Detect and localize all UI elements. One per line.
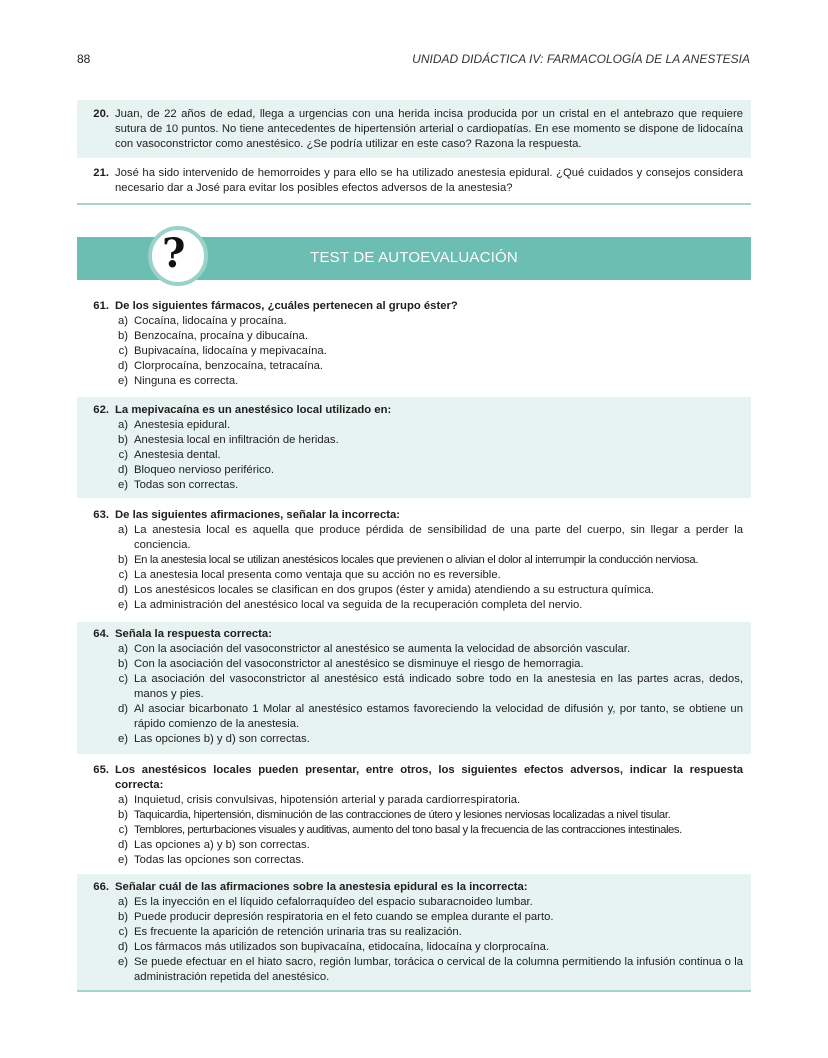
option	[77, 940, 751, 955]
option-letter: c)	[118, 926, 128, 938]
option-text: Todas las opciones son correctas.	[134, 854, 305, 866]
question-mark-icon: ?	[162, 230, 186, 277]
test-question-65	[77, 763, 751, 869]
option-text: Clorprocaína, benzocaína, tetracaína.	[134, 360, 324, 372]
option	[77, 344, 751, 359]
option-letter: e)	[117, 479, 128, 491]
section-divider	[77, 203, 751, 205]
option-text: Los fármacos más utilizados son bupivacaína, etidocaína, lidocaína y clorprocaína.	[134, 941, 550, 953]
option	[77, 463, 751, 478]
option-text: Las opciones b) y d) son correctas.	[134, 733, 310, 745]
option	[77, 478, 751, 493]
option-letter: b)	[117, 809, 128, 821]
option	[77, 702, 751, 732]
option-text: Puede producir depresión respiratoria en el feto cuando se emplea durante el parto.	[134, 911, 554, 923]
option-text: Se puede efectuar en el hiato sacro, región lumbar, torácica o cervical de la columna permitiendo la infusión continua o la administración repetida del anestésico.	[134, 956, 743, 983]
option-letter: a)	[117, 419, 128, 431]
question-mark-badge	[148, 226, 208, 286]
option-text: La administración del anestésico local va seguida de la recuperación completa del nervio.	[134, 599, 583, 611]
option	[77, 657, 751, 672]
option	[77, 359, 751, 374]
option	[77, 448, 751, 463]
option-letter: d)	[117, 839, 128, 851]
option-text: Es frecuente la aparición de retención urinaria tras su realización.	[134, 926, 462, 938]
bottom-divider	[77, 990, 751, 992]
option	[77, 314, 751, 329]
option-text: Bupivacaína, lidocaína y mepivacaína.	[134, 345, 327, 357]
option-letter: d)	[117, 703, 128, 715]
option-letter: c)	[118, 449, 128, 461]
test-question-63	[77, 508, 751, 616]
option	[77, 523, 751, 553]
option-text: Temblores, perturbaciones visuales y auditivas, aumento del tono basal y la frecuencia de las contracciones intestinales.	[134, 824, 682, 836]
option	[77, 955, 751, 985]
option-letter: a)	[117, 524, 128, 536]
case-question-21	[77, 164, 751, 204]
option-text: Las opciones a) y b) son correctas.	[134, 839, 310, 851]
question-text: José ha sido intervenido de hemorroides y para ello se ha utilizado anestesia epidural. ¿Qué cuidados y consejos considera necesario dar a José para evitar los posibles efectos adversos de la anestesia?	[115, 167, 743, 194]
test-title: TEST DE AUTOEVALUACIÓN	[310, 249, 518, 266]
option-text: Bloqueo nervioso periférico.	[134, 464, 275, 476]
question-title: Señala la respuesta correcta:	[115, 628, 272, 640]
option	[77, 808, 751, 823]
question-text: Juan, de 22 años de edad, llega a urgencias con una herida incisa producida por un cristal en el antebrazo que requiere sutura de 10 puntos. No tiene antecedentes de hipertensión arterial o cardiopatías. En ese momento se dispone de lidocaína con vasoconstrictor como anestésico. ¿Se podría utilizar en este caso? Razona la respuesta.	[115, 108, 743, 150]
option-text: La asociación del vasoconstrictor al anestésico está indicado sobre todo en la anestesia en las partes acras, dedos, manos y pies.	[134, 673, 743, 700]
option	[77, 598, 751, 613]
option-letter: d)	[117, 941, 128, 953]
test-question-64	[77, 622, 751, 754]
option-letter: c)	[118, 673, 128, 685]
option-list	[77, 523, 751, 613]
test-question-66	[77, 874, 751, 990]
option-letter: b)	[117, 911, 128, 923]
option	[77, 793, 751, 808]
option-letter: a)	[117, 896, 128, 908]
option	[77, 672, 751, 702]
option	[77, 553, 751, 568]
option-text: Al asociar bicarbonato 1 Molar al anestésico estamos favoreciendo la velocidad de difusión y, por tanto, se obtiene un rápido comienzo de la anestesia.	[134, 703, 743, 730]
option-text: La anestesia local es aquella que produce pérdida de sensibilidad de una parte del cuerpo, sin llegar a perder la conciencia.	[134, 524, 743, 551]
option-text: La anestesia local presenta como ventaja que su acción no es reversible.	[134, 569, 501, 581]
case-question-20	[77, 100, 751, 158]
option-letter: e)	[117, 375, 128, 387]
option	[77, 583, 751, 598]
option-text: Cocaína, lidocaína y procaína.	[134, 315, 287, 327]
option-letter: b)	[117, 554, 128, 566]
option-letter: c)	[118, 824, 128, 836]
option	[77, 925, 751, 940]
page-number: 88	[77, 52, 91, 66]
question-title: La mepivacaína es un anestésico local utilizado en:	[115, 404, 392, 416]
option-text: En la anestesia local se utilizan anestésicos locales que previenen o alivian el dolor al interrumpir la conducción nerviosa.	[134, 554, 699, 566]
question-title: Señalar cuál de las afirmaciones sobre la anestesia epidural es la incorrecta:	[115, 881, 528, 893]
option-list	[77, 642, 751, 747]
option-list	[77, 895, 751, 985]
option-letter: d)	[117, 464, 128, 476]
question-number: 64.	[93, 628, 109, 640]
option-letter: a)	[117, 794, 128, 806]
question-number: 20.	[93, 108, 109, 120]
option	[77, 568, 751, 583]
option-text: Inquietud, crisis convulsivas, hipotensión arterial y parada cardiorrespiratoria.	[134, 794, 521, 806]
option-list	[77, 793, 751, 868]
option-letter: c)	[118, 345, 128, 357]
option	[77, 642, 751, 657]
option	[77, 823, 751, 838]
option-letter: d)	[117, 584, 128, 596]
option	[77, 732, 751, 747]
option-letter: b)	[117, 658, 128, 670]
option-letter: d)	[117, 360, 128, 372]
option-letter: e)	[117, 956, 128, 968]
option-text: Los anestésicos locales se clasifican en dos grupos (éster y amida) atendiendo a su estructura química.	[134, 584, 654, 596]
question-number: 21.	[93, 167, 109, 179]
test-question-61	[77, 299, 751, 391]
option-text: Todas son correctas.	[134, 479, 239, 491]
option-text: Anestesia epidural.	[134, 419, 231, 431]
option	[77, 433, 751, 448]
option-list	[77, 418, 751, 493]
option-letter: e)	[117, 733, 128, 745]
option-text: Anestesia dental.	[134, 449, 221, 461]
question-title: De los siguientes fármacos, ¿cuáles pertenecen al grupo éster?	[115, 300, 458, 312]
option-letter: e)	[117, 854, 128, 866]
option	[77, 418, 751, 433]
option	[77, 853, 751, 868]
question-number: 62.	[93, 404, 109, 416]
question-title: Los anestésicos locales pueden presentar, entre otros, los siguientes efectos adversos, indicar la respuesta correcta:	[115, 764, 743, 791]
option-letter: e)	[117, 599, 128, 611]
question-number: 63.	[93, 509, 109, 521]
option-letter: c)	[118, 569, 128, 581]
option-list	[77, 314, 751, 389]
option	[77, 374, 751, 389]
option-letter: b)	[117, 434, 128, 446]
option-text: Ninguna es correcta.	[134, 375, 239, 387]
option-text: Taquicardia, hipertensión, disminución de las contracciones de útero y lesiones nerviosas localizadas a nivel tisular.	[134, 809, 671, 821]
option	[77, 838, 751, 853]
running-header: UNIDAD DIDÁCTICA IV: FARMACOLOGÍA DE LA ANESTESIA	[412, 52, 750, 66]
option-letter: a)	[117, 643, 128, 655]
option	[77, 895, 751, 910]
option-letter: a)	[117, 315, 128, 327]
question-number: 66.	[93, 881, 109, 893]
option	[77, 329, 751, 344]
question-number: 65.	[93, 764, 109, 776]
question-title: De las siguientes afirmaciones, señalar la incorrecta:	[115, 509, 401, 521]
option-text: Anestesia local en infiltración de heridas.	[134, 434, 339, 446]
option-text: Con la asociación del vasoconstrictor al anestésico se disminuye el riesgo de hemorragia.	[134, 658, 584, 670]
option	[77, 910, 751, 925]
option-text: Es la inyección en el líquido cefalorraquídeo del espacio subaracnoideo lumbar.	[134, 896, 533, 908]
test-question-62	[77, 397, 751, 498]
option-text: Con la asociación del vasoconstrictor al anestésico se aumenta la velocidad de absorción vascular.	[134, 643, 631, 655]
question-number: 61.	[93, 300, 109, 312]
option-text: Benzocaína, procaína y dibucaína.	[134, 330, 308, 342]
option-letter: b)	[117, 330, 128, 342]
